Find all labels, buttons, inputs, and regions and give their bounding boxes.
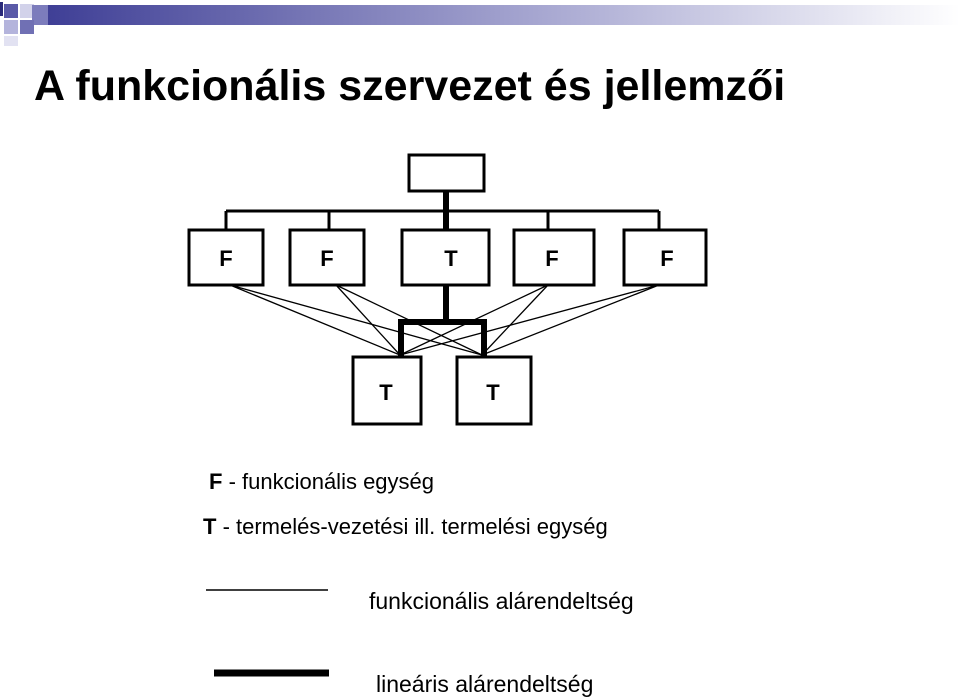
- legend-f-key: F: [209, 469, 223, 494]
- middle-box-label: T: [444, 246, 458, 271]
- top-box: [409, 155, 484, 191]
- legend-thick-label: lineáris alárendeltség: [376, 671, 594, 697]
- legend-t-desc: - termelés-vezetési ill. termelési egység: [216, 514, 608, 539]
- legend-thin-label: funkcionális alárendeltség: [369, 588, 634, 614]
- middle-box-label: F: [545, 246, 559, 271]
- functional-connector-top: [226, 211, 659, 230]
- bottom-row: [353, 357, 531, 424]
- middle-box-label: F: [660, 246, 674, 271]
- bottom-box-label: T: [379, 380, 393, 405]
- legend-t: [203, 514, 608, 540]
- legend-f: [209, 469, 434, 495]
- legend-t-key: T: [203, 514, 217, 539]
- legend-f-desc: - funkcionális egység: [222, 469, 435, 494]
- bottom-box-label: T: [486, 380, 500, 405]
- page-title: A funkcionális szervezet és jellemzői: [34, 62, 786, 110]
- linear-connector-bottom: [401, 285, 484, 357]
- middle-box-label: F: [219, 246, 233, 271]
- middle-row: [189, 230, 706, 285]
- middle-box-label: F: [320, 246, 334, 271]
